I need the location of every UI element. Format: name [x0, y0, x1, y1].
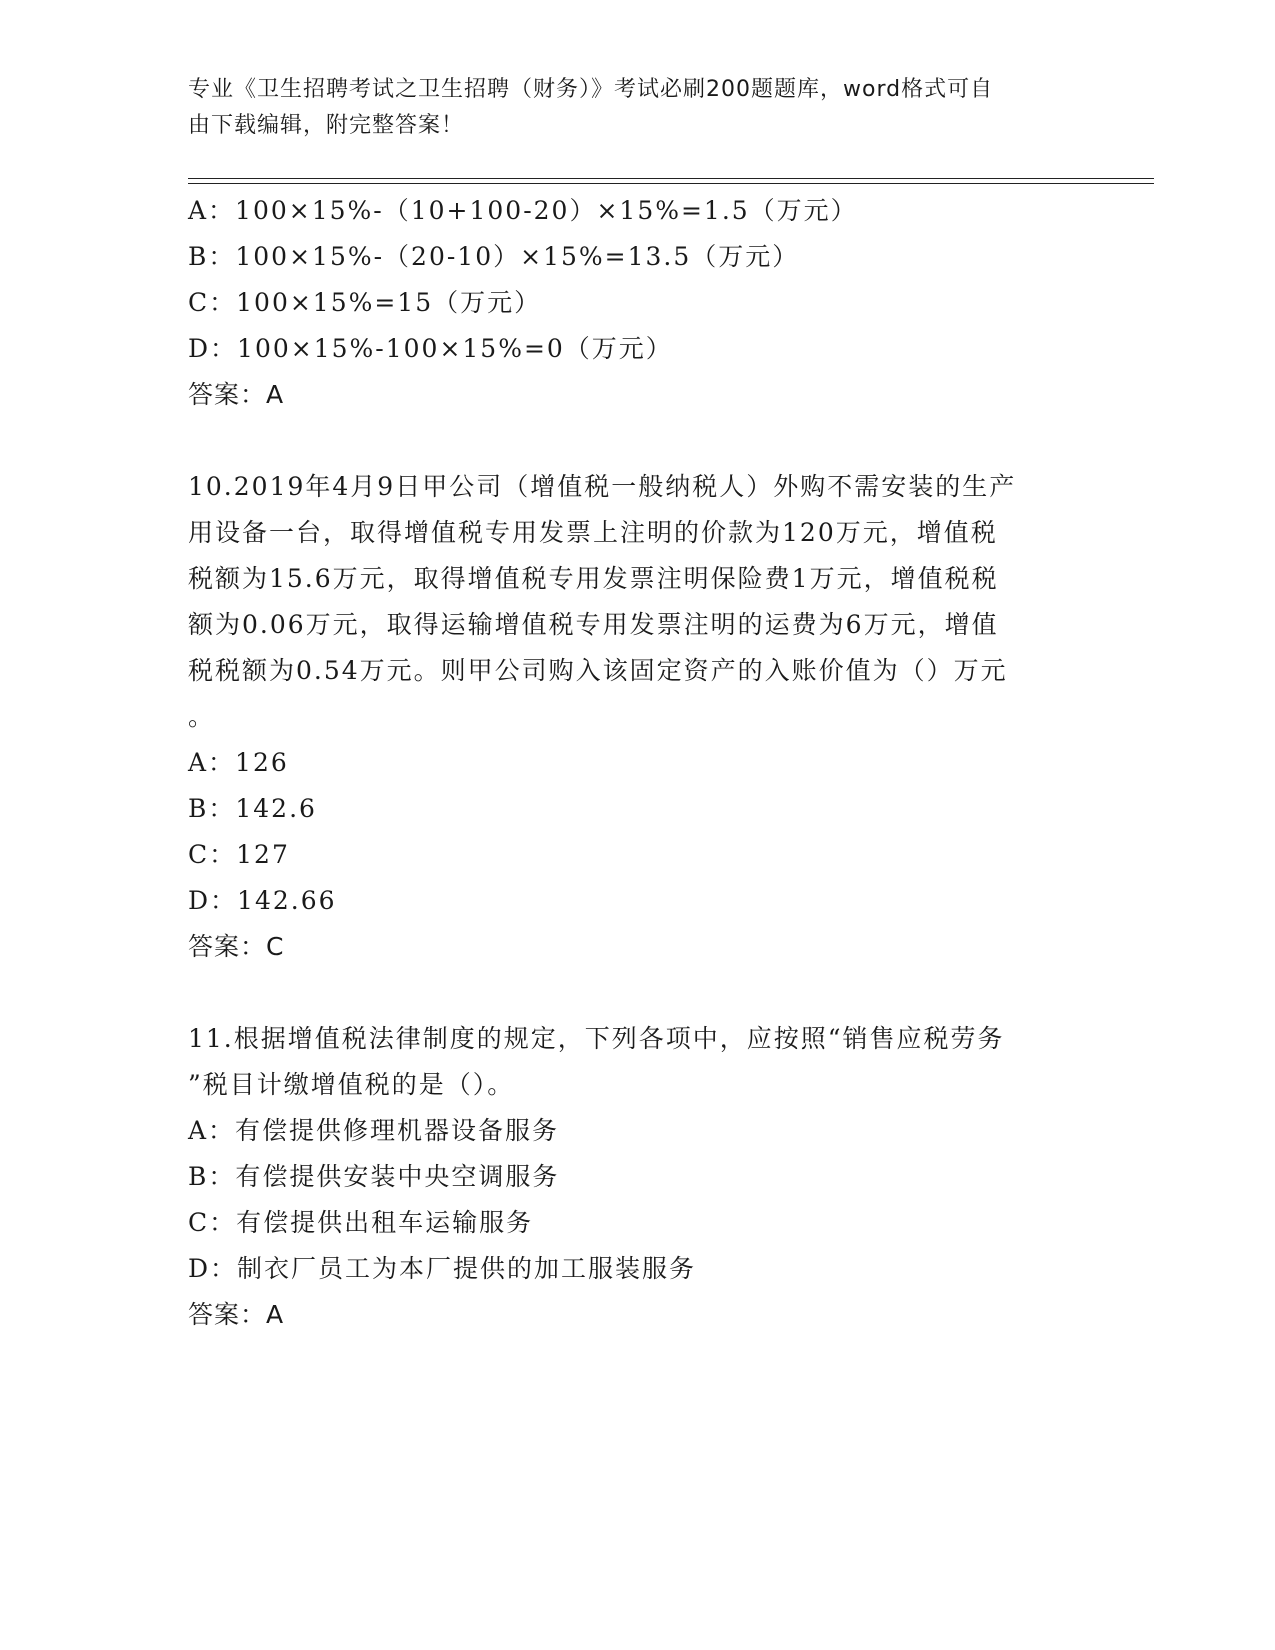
option-b: B：100×15%-（20-10）×15%=13.5（万元）: [188, 242, 800, 271]
question-text-line: 10.2019年4月9日甲公司（增值税一般纳税人）外购不需安装的生产: [188, 472, 1017, 501]
option-a: A：有偿提供修理机器设备服务: [188, 1116, 560, 1145]
question-text-line: 11.根据增值税法律制度的规定，下列各项中，应按照“销售应税劳务: [188, 1024, 1005, 1053]
option-a: A：126: [188, 748, 289, 777]
question-text-line: 额为0.06万元，取得运输增值税专用发票注明的运费为6万元，增值: [188, 610, 999, 639]
question-11-block: [188, 1016, 1088, 1338]
question-content: [188, 188, 1088, 1338]
option-d: D：制衣厂员工为本厂提供的加工服装服务: [188, 1254, 697, 1283]
answer-line: 答案：A: [188, 380, 285, 409]
question-text-line: 用设备一台，取得增值税专用发票上注明的价款为120万元，增值税: [188, 518, 998, 547]
option-b: B：142.6: [188, 794, 317, 823]
spacer: [188, 418, 1088, 464]
option-a: A：100×15%-（10+100-20）×15%=1.5（万元）: [188, 196, 858, 225]
question-text-line: 税额为15.6万元，取得增值税专用发票注明保险费1万元，增值税税: [188, 564, 999, 593]
answer-line: 答案：C: [188, 932, 285, 961]
question-text-line: ”税目计缴增值税的是（）。: [188, 1070, 515, 1099]
question-text-line: 税税额为0.54万元。则甲公司购入该固定资产的入账价值为（）万元: [188, 656, 1008, 685]
header-line-1: 专业《卫生招聘考试之卫生招聘（财务）》考试必刷200题题库，word格式可自: [188, 77, 994, 102]
header-divider-top: [188, 178, 1154, 179]
option-c: C：127: [188, 840, 290, 869]
question-text-line: 。: [188, 702, 216, 731]
option-d: D：100×15%-100×15%=0（万元）: [188, 334, 673, 363]
header-line-2: 由下载编辑，附完整答案！: [188, 113, 465, 138]
option-b: B：有偿提供安装中央空调服务: [188, 1162, 560, 1191]
option-d: D：142.66: [188, 886, 337, 915]
document-header: [188, 72, 1068, 144]
answer-line: 答案：A: [188, 1300, 285, 1329]
option-c: C：有偿提供出租车运输服务: [188, 1208, 534, 1237]
header-divider-bottom: [188, 183, 1154, 184]
question-10-block: [188, 464, 1088, 970]
question-9-block: [188, 188, 1088, 418]
option-c: C：100×15%=15（万元）: [188, 288, 542, 317]
spacer: [188, 970, 1088, 1016]
